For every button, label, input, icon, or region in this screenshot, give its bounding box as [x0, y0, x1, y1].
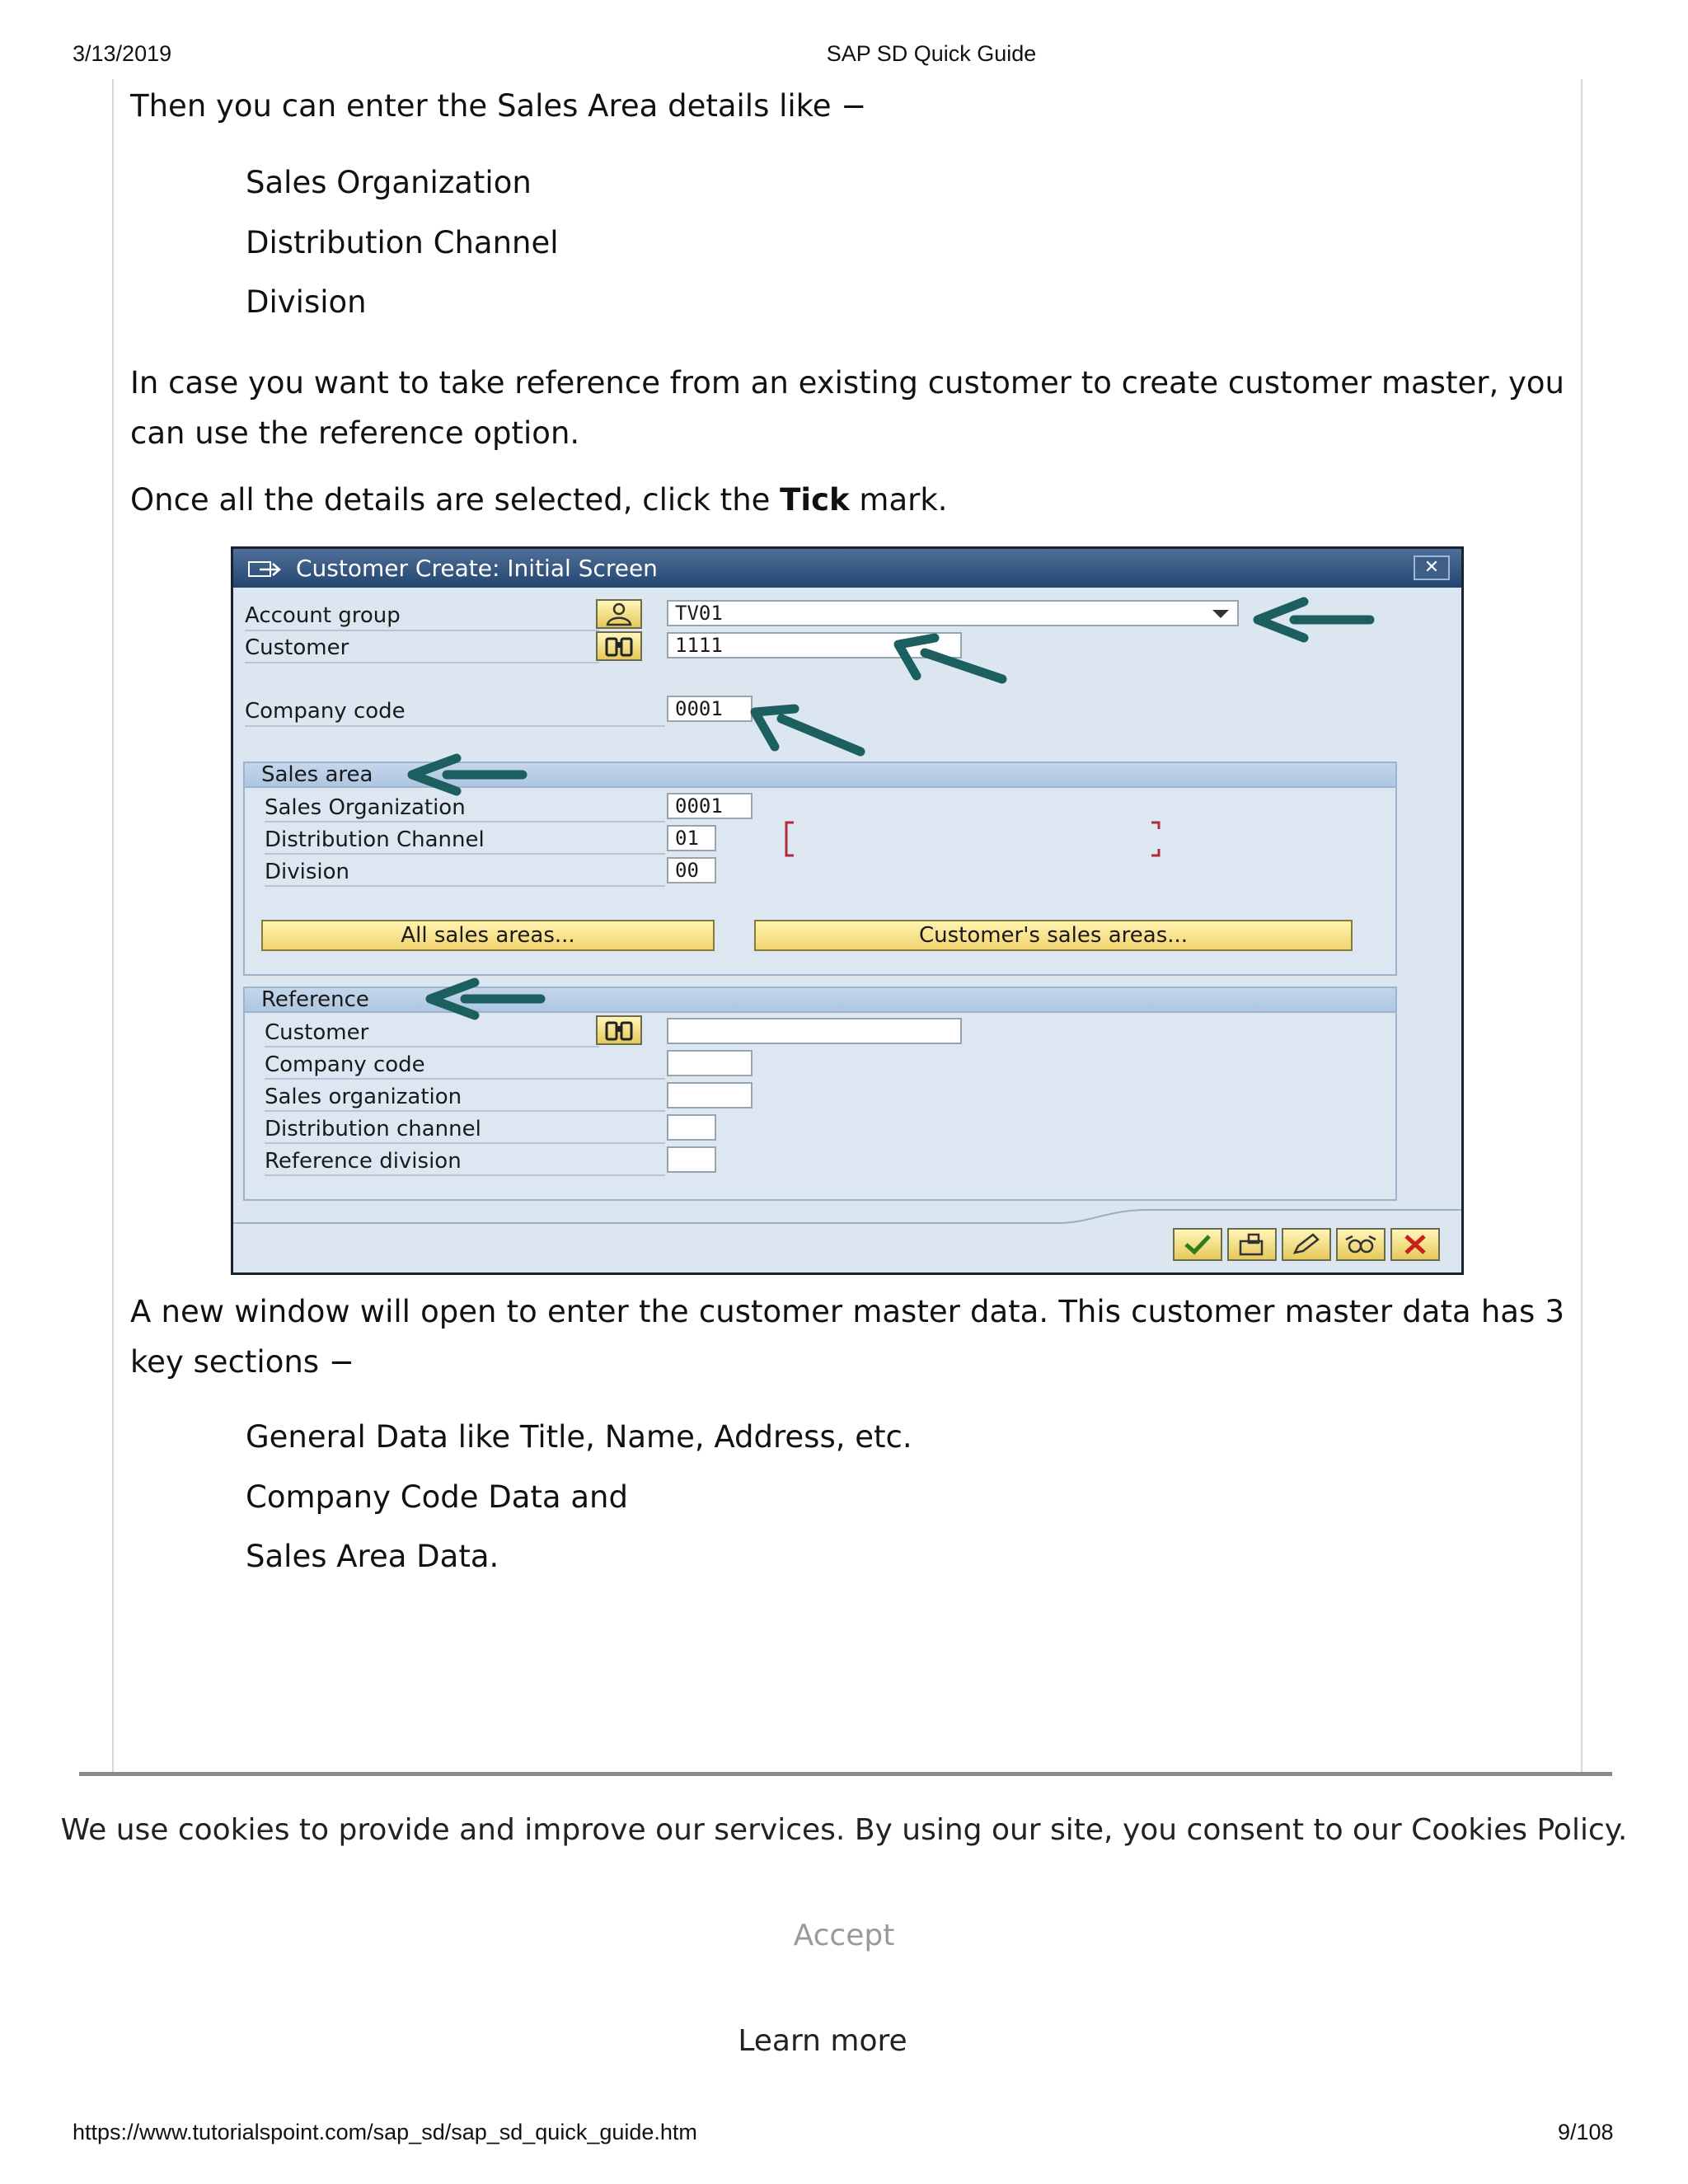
- annotation-arrow: [747, 702, 870, 762]
- account-group-value: TV01: [675, 602, 723, 625]
- create-icon: [1229, 1230, 1275, 1259]
- sap-customer-create-dialog: [231, 546, 1464, 1275]
- ref-customer-input[interactable]: [667, 1018, 962, 1044]
- print-date: 3/13/2019: [73, 41, 172, 66]
- tick-text-end: mark.: [849, 482, 948, 518]
- display-button[interactable]: [1336, 1228, 1386, 1261]
- dist-channel-input[interactable]: 01: [667, 825, 716, 851]
- company-code-label: Company code: [245, 699, 406, 724]
- continue-button[interactable]: [1173, 1228, 1222, 1261]
- ref-customer-search-button[interactable]: [596, 1015, 642, 1045]
- tick-text-start: Once all the details are selected, click the: [130, 482, 781, 518]
- edit-button[interactable]: [1282, 1228, 1331, 1261]
- divider: [265, 885, 665, 887]
- print-title: SAP SD Quick Guide: [826, 41, 1037, 66]
- tick-bold-word: Tick: [780, 482, 850, 518]
- cancel-icon: [1392, 1230, 1438, 1259]
- annotation-arrow: [892, 633, 1015, 692]
- ref-division-label: Reference division: [265, 1149, 462, 1174]
- sales-org-label: Sales Organization: [265, 795, 466, 820]
- customers-sales-areas-button[interactable]: Customer's sales areas...: [754, 920, 1353, 951]
- divider: [265, 1046, 599, 1047]
- account-group-select[interactable]: [667, 600, 1239, 626]
- tick-paragraph: [130, 475, 1564, 525]
- all-sales-areas-button[interactable]: All sales areas...: [261, 920, 715, 951]
- binoculars-icon: [598, 1017, 640, 1043]
- page-url: https://www.tutorialspoint.com/sap_sd/sap_sd_quick_guide.htm: [73, 2120, 697, 2144]
- reference-paragraph: In case you want to take reference from an existing customer to create customer master, you can use the reference option.: [130, 365, 1564, 451]
- chevron-down-icon: [1211, 608, 1231, 620]
- window-icon: [248, 560, 283, 578]
- divider: [245, 662, 599, 663]
- list-item: Sales Area Data.: [246, 1539, 499, 1574]
- ref-company-code-input[interactable]: [667, 1050, 753, 1076]
- reference-title: Reference: [261, 987, 369, 1012]
- learn-more-link[interactable]: Learn more: [738, 2024, 907, 2058]
- list-item: General Data like Title, Name, Address, etc.: [246, 1419, 912, 1455]
- dialog-title-bar: [233, 549, 1461, 588]
- sales-area-title: Sales area: [261, 762, 373, 787]
- customer-label: Customer: [245, 635, 349, 660]
- divider: [265, 1174, 665, 1176]
- customer-search-button[interactable]: [596, 631, 642, 661]
- bracket-right-icon: [1150, 821, 1161, 857]
- reference-group: [243, 987, 1397, 1201]
- ref-dist-channel-label: Distribution channel: [265, 1117, 481, 1141]
- cancel-button[interactable]: [1390, 1228, 1440, 1261]
- intro-text: Then you can enter the Sales Area details like −: [130, 88, 867, 124]
- create-button[interactable]: [1227, 1228, 1277, 1261]
- bracket-left-icon: [784, 821, 795, 857]
- annotation-arrow: [1253, 595, 1376, 643]
- divider: [265, 1110, 665, 1112]
- account-group-label: Account group: [245, 603, 401, 628]
- after-paragraph: A new window will open to enter the customer master data. This customer master data has 3 key sections −: [130, 1294, 1564, 1380]
- divider: [265, 853, 665, 855]
- company-code-input[interactable]: 0001: [667, 696, 753, 722]
- cookie-banner-divider: [79, 1772, 1612, 1776]
- toolbar-separator: [233, 1208, 1461, 1225]
- annotation-arrow: [425, 976, 549, 1024]
- divider: [265, 1142, 665, 1144]
- sales-org-input[interactable]: 0001: [667, 793, 753, 819]
- ref-division-input[interactable]: [667, 1146, 716, 1173]
- person-icon: [598, 601, 640, 627]
- close-button[interactable]: ✕: [1414, 555, 1450, 580]
- page-number: 9/108: [1558, 2120, 1614, 2144]
- ref-sales-org-label: Sales organization: [265, 1085, 462, 1109]
- accept-button[interactable]: Accept: [793, 1919, 895, 1952]
- ref-company-code-label: Company code: [265, 1052, 425, 1077]
- account-group-help-button[interactable]: [596, 599, 642, 629]
- dialog-title: Customer Create: Initial Screen: [296, 555, 658, 582]
- divider: [245, 630, 599, 631]
- divider: [245, 725, 665, 727]
- ref-sales-org-input[interactable]: [667, 1082, 753, 1108]
- list-item: Company Code Data and: [246, 1479, 628, 1515]
- binoculars-icon: [598, 633, 640, 659]
- reference-header: [245, 988, 1395, 1013]
- division-label: Division: [265, 860, 350, 884]
- ref-customer-label: Customer: [265, 1020, 369, 1045]
- divider: [265, 1078, 665, 1080]
- display-icon: [1338, 1230, 1384, 1259]
- customer-input[interactable]: 1111: [667, 632, 962, 658]
- divider: [265, 821, 665, 823]
- list-item: Sales Organization: [246, 165, 532, 200]
- edit-icon: [1283, 1230, 1329, 1259]
- annotation-arrow: [407, 752, 531, 799]
- ref-dist-channel-input[interactable]: [667, 1114, 716, 1141]
- cookie-message: We use cookies to provide and improve our services. By using our site, you consent to our Cookies Policy.: [60, 1813, 1628, 1847]
- list-item: Division: [246, 284, 367, 320]
- division-input[interactable]: 00: [667, 857, 716, 883]
- list-item: Distribution Channel: [246, 225, 559, 260]
- checkmark-icon: [1175, 1230, 1221, 1259]
- dist-channel-label: Distribution Channel: [265, 827, 485, 852]
